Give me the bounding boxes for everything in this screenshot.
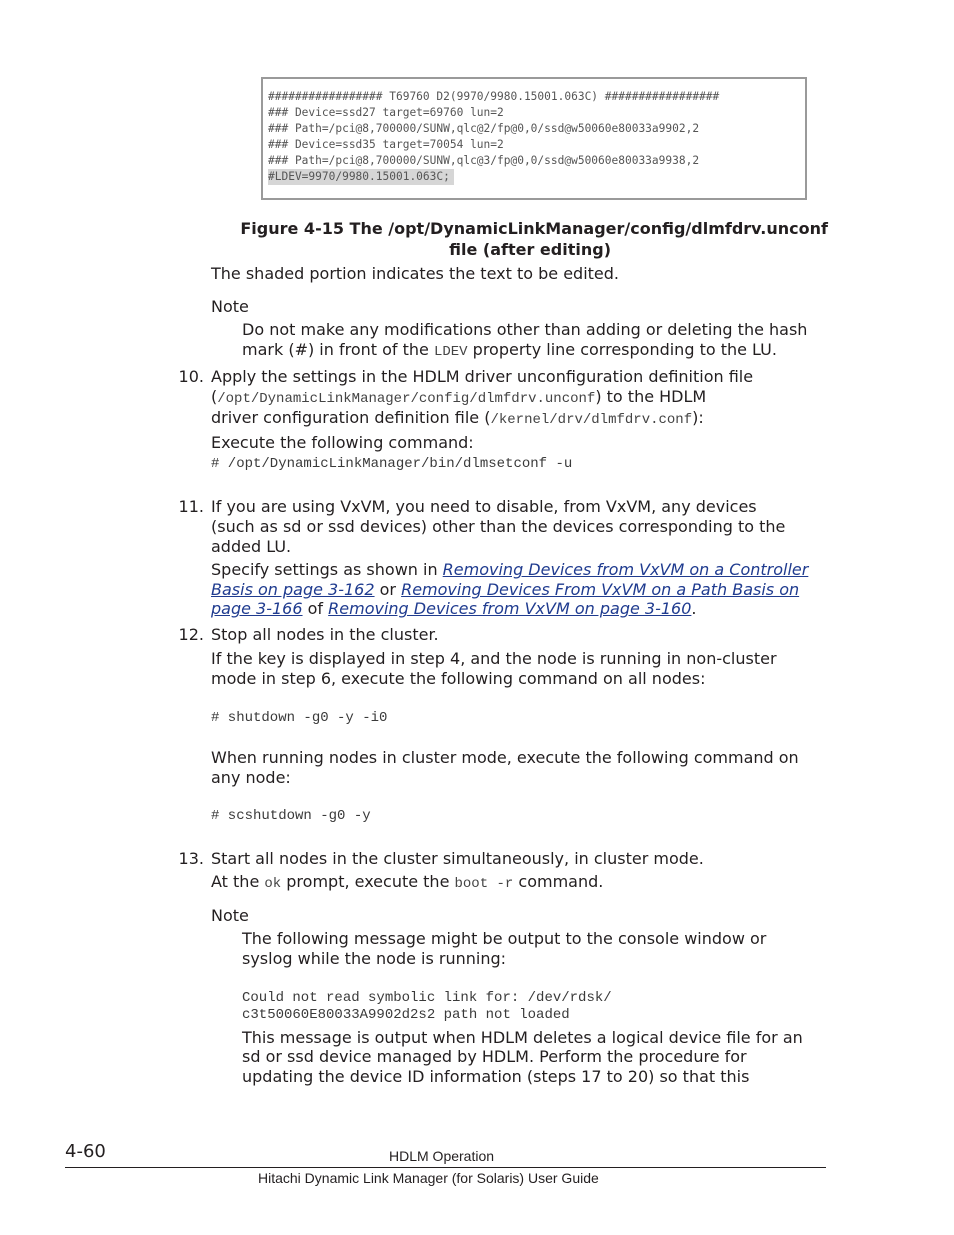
note-text-line: Do not make any modifications other than adding or deleting the hash (242, 320, 808, 339)
step-text: (such as sd or ssd devices) other than the devices corresponding to the (211, 517, 786, 536)
step-number: 11. (178, 497, 204, 516)
step-text: Apply the settings in the HDLM driver unconfiguration definition file (211, 367, 754, 386)
link-remove-controller[interactable]: Basis on page 3-162 (211, 580, 375, 599)
inline-code: boot -r (454, 876, 514, 892)
link-remove-controller[interactable]: Removing Devices from VxVM on a Controller (442, 560, 809, 579)
note-label: Note (211, 297, 249, 316)
command-line: # scshutdown -g0 -y (211, 808, 371, 824)
inline-code: LDEV (433, 344, 468, 360)
figure-code-line-shaded: #LDEV=9970/9980.15001.063C; (268, 169, 454, 185)
shaded-description: The shaded portion indicates the text to be edited. (211, 264, 619, 283)
step-text: When running nodes in cluster mode, execute the following command on (211, 748, 799, 767)
figure-caption-line2: file (after editing) (449, 240, 611, 259)
figure-code-line: ### Device=ssd35 target=70054 lun=2 (268, 138, 504, 151)
inline-code: ok (264, 876, 282, 892)
footer-divider (65, 1167, 826, 1168)
link-remove-path[interactable]: page 3-166 (211, 599, 303, 618)
message-line: c3t50060E80033A9902d2s2 path not loaded (242, 1007, 570, 1023)
figure-code-line: ### Device=ssd27 target=69760 lun=2 (268, 106, 504, 119)
step-text: Start all nodes in the cluster simultaneously, in cluster mode. (211, 849, 704, 868)
inline-code: /kernel/drv/dlmfdrv.conf (490, 412, 693, 428)
step-text: Execute the following command: (211, 433, 474, 452)
step-number: 10. (178, 367, 204, 386)
figure-code-line: ### Path=/pci@8,700000/SUNW,qlc@2/fp@0,0/ssd@w50060e80033a9902,2 (268, 122, 700, 135)
inline-code: /opt/DynamicLinkManager/config/dlmfdrv.unconf (217, 391, 596, 407)
command-line: # shutdown -g0 -y -i0 (211, 710, 388, 726)
link-remove-path[interactable]: Removing Devices From VxVM on a Path Basis on (401, 580, 800, 599)
figure-code-line: ################# T69760 D2(9970/9980.15001.063C) ################# (268, 90, 720, 103)
step-text: (/opt/DynamicLinkManager/config/dlmfdrv.unconf) to the HDLM (211, 387, 707, 407)
footer-guide-title: Hitachi Dynamic Link Manager (for Solaris) User Guide (258, 1170, 599, 1186)
figure-code-line: ### Path=/pci@8,700000/SUNW,qlc@3/fp@0,0/ssd@w50060e80033a9938,2 (268, 154, 700, 167)
message-line: Could not read symbolic link for: /dev/rdsk/ (242, 990, 612, 1006)
note-text-line: syslog while the node is running: (242, 949, 507, 968)
step-number: 12. (178, 625, 204, 644)
step-text: added LU. (211, 537, 292, 556)
step-text: Stop all nodes in the cluster. (211, 625, 439, 644)
command-line: # /opt/DynamicLinkManager/bin/dlmsetconf -u (211, 456, 573, 472)
note-text-line: sd or ssd device managed by HDLM. Perform the procedure for (242, 1047, 747, 1066)
step-text: driver configuration definition file (/kernel/drv/dlmfdrv.conf): (211, 408, 704, 428)
step-text: page 3-166 of Removing Devices from VxVM on page 3-160. (211, 599, 697, 618)
step-text: Specify settings as shown in Removing Devices from VxVM on a Controller (211, 560, 809, 579)
step-text: any node: (211, 768, 291, 787)
step-text: If the key is displayed in step 4, and the node is running in non-cluster (211, 649, 777, 668)
step-text: Basis on page 3-162 or Removing Devices From VxVM on a Path Basis on (211, 580, 800, 599)
code-figure (261, 77, 807, 200)
note-text-line: This message is output when HDLM deletes a logical device file for an (242, 1028, 803, 1047)
link-remove-vxvm[interactable]: Removing Devices from VxVM on page 3-160 (328, 599, 692, 618)
figure-caption (240, 218, 828, 260)
note-text-line: updating the device ID information (steps 17 to 20) so that this (242, 1067, 750, 1086)
step-text: At the ok prompt, execute the boot -r command. (211, 872, 604, 892)
note-label: Note (211, 906, 249, 925)
note-text-line: mark (#) in front of the LDEV property line corresponding to the LU. (242, 340, 777, 360)
page-number: 4-60 (65, 1141, 106, 1162)
step-number: 13. (178, 849, 204, 868)
figure-caption-line1: Figure 4-15 The /opt/DynamicLinkManager/config/dlmfdrv.unconf (240, 219, 828, 238)
step-text: If you are using VxVM, you need to disable, from VxVM, any devices (211, 497, 757, 516)
footer-section-title: HDLM Operation (389, 1148, 495, 1164)
note-text-line: The following message might be output to the console window or (242, 929, 767, 948)
step-text: mode in step 6, execute the following command on all nodes: (211, 669, 706, 688)
